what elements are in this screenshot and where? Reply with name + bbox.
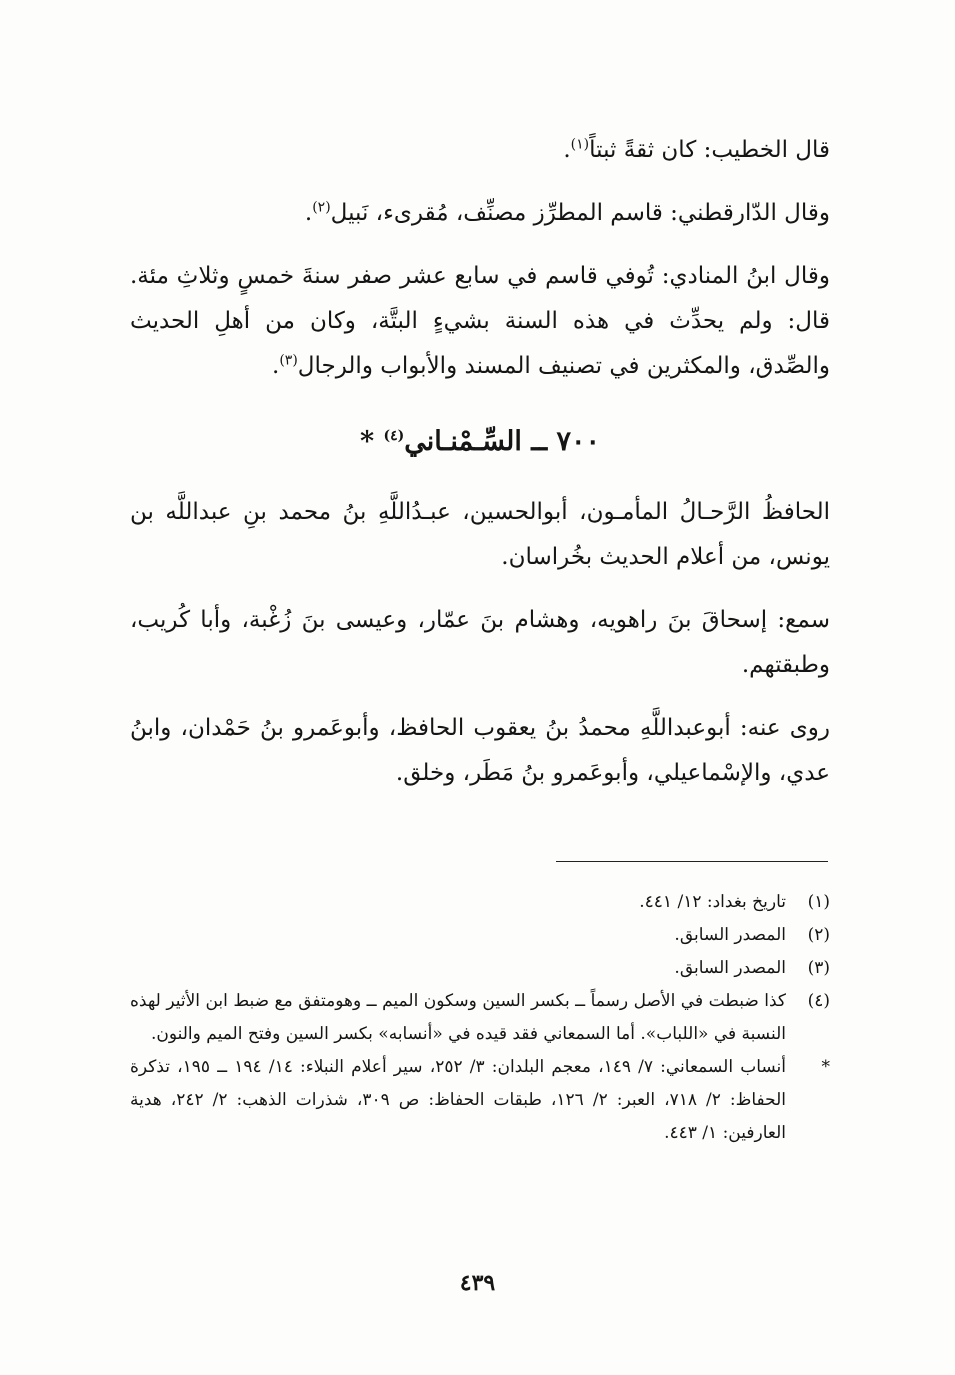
- footnote: [130, 886, 830, 919]
- footnote: [130, 1051, 830, 1150]
- footnote-text: المصدر السابق.: [674, 958, 786, 978]
- main-text: [130, 128, 830, 814]
- paragraph-narrated-by: روى عنه: أبوعبداللَّهِ محمدُ بنُ يعقوب الحافظ، وأبوعَمرو بنُ حَمْدان، وابنُ عدي، والإسْماعيلي، وأبوعَمرو بنُ مَطَر، وخلق.: [130, 715, 830, 786]
- footnote-ref-1: (١): [570, 136, 590, 153]
- footnote-ref-2: (٢): [312, 199, 331, 216]
- footnote-text: أنساب السمعاني: ٧/ ١٤٩، معجم البلدان: ٣/ ٢٥٢، سير أعلام النبلاء: ١٤/ ١٩٤ ــ ١٩٥، تذكرة الحفاظ: ٢/ ٧١٨، العبر: ٢/ ١٢٦، طبقات الحفاظ: ص ٣٠٩، شذرات الذهب: ٢/ ٢٤٢، هدية العارفين: ١/ ٤٤٣.: [130, 1057, 787, 1143]
- footnote-text: المصدر السابق.: [674, 925, 786, 945]
- paragraph-heard-from: سمع: إسحاقَ بنَ راهويه، وهشام بنَ عمّار، وعيسى بنَ زُغْبة، وأبا كُريب، وطبقتهم.: [130, 607, 830, 678]
- footnote-number: *: [821, 1057, 830, 1077]
- footnotes: [130, 886, 830, 1150]
- footnote-separator: [556, 861, 828, 862]
- paragraph-bio: الحافظُ الرَّحـالُ المأمـون، أبوالحسين، عبـدُاللَّهِ بنُ محمد بنِ عبداللَّه بن يونس، من أعلام الحديث بخُراسان.: [130, 499, 830, 570]
- entry-heading: ٧٠٠ ــ السِّـمْنـاني$^{(٤)}$ *: [359, 426, 601, 457]
- paragraph-ibn-munadi: وقال ابنُ المنادي: تُوفي قاسم في سابع عشر صفر سنةَ خمسٍ وثلاثِ مئة. قال: ولم يحدِّث في هذه السنة بشيءٍ البتَّة، وكان من أهلِ الحديث والصِّدق، والمكثرين في تصنيف المسند والأبواب والرجال$^{(٣)}$.: [130, 263, 830, 379]
- footnote-number: (٣): [807, 958, 830, 978]
- paragraph-daraqutni: وقال الدّارقطني: قاسم المطرِّز مصنِّف، مُقرىء، نَبيل$^{(٢)}$.: [304, 199, 830, 226]
- footnote-text: تاريخ بغداد: ١٢/ ٤٤١.: [639, 892, 786, 912]
- footnote: [130, 919, 830, 952]
- footnote-number: (٤): [807, 991, 830, 1011]
- footnote: [130, 985, 830, 1051]
- footnote-text: كذا ضبطت في الأصل رسماً ــ بكسر السين وسكون الميم ــ وهومتفق مع ضبط ابن الأثير لهذه النسبة في «اللباب». أما السمعاني فقد قيده في «أنسابه» بكسر السين وفتح الميم والنون.: [130, 991, 786, 1044]
- footnote-ref-3: (٣): [279, 352, 298, 369]
- footnote-ref-4: (٤): [383, 428, 405, 444]
- footnote: [130, 952, 830, 985]
- footnote-number: (١): [807, 892, 830, 912]
- footnote-number: (٢): [807, 925, 830, 945]
- paragraph-khatib: قال الخطيب: كان ثقةً ثبتاً$^{(١)}$.: [563, 136, 830, 163]
- page-number: ٤٣٩: [459, 1270, 496, 1296]
- heading-star: *: [359, 426, 384, 457]
